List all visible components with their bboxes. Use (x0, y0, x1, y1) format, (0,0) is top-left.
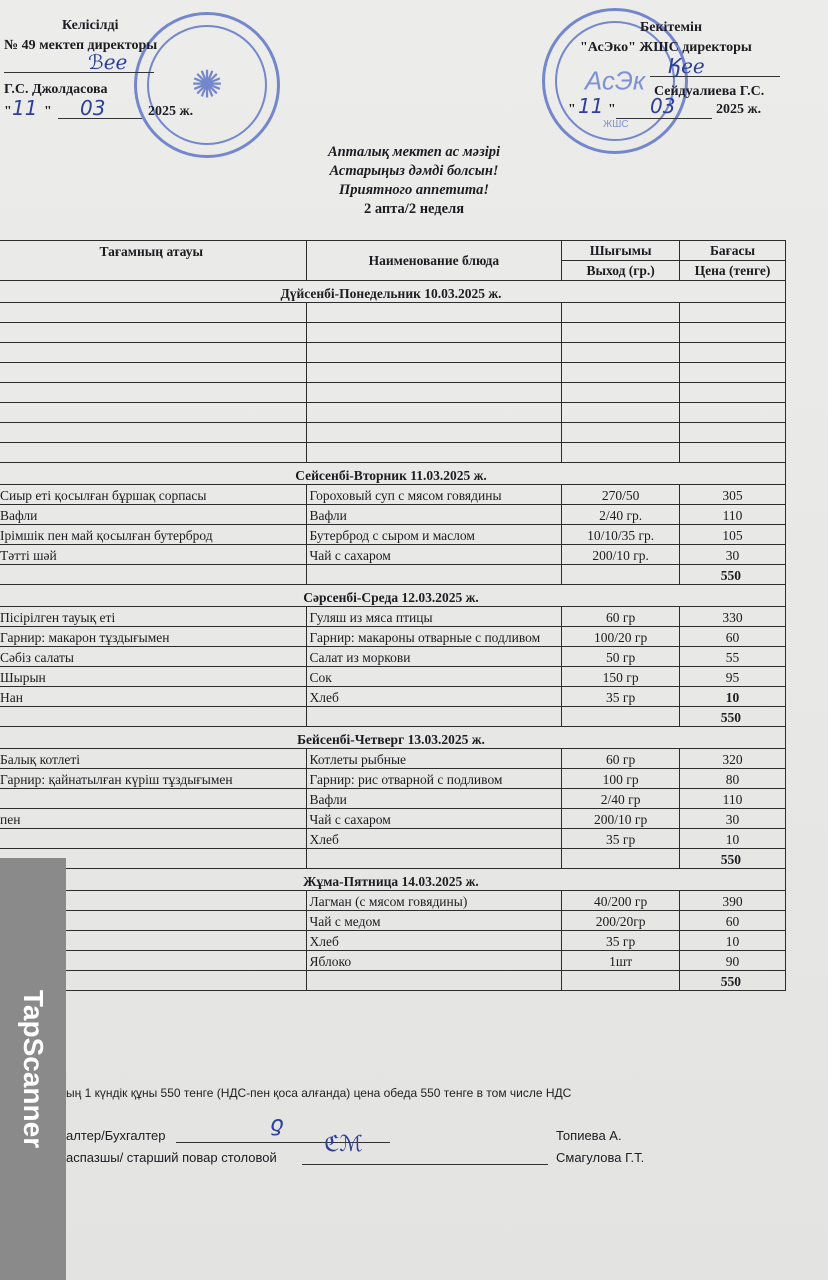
dish-name-rus: Хлеб (306, 931, 562, 951)
day-header-row (0, 281, 786, 303)
dish-name-kaz (0, 343, 306, 363)
dish-name-rus: Хлеб (306, 687, 562, 707)
day-title: Сейсенбі-Вторник 11.03.2025 ж. (0, 463, 786, 485)
dish-yield: 60 гр (562, 749, 680, 769)
dish-name-rus: Гороховый суп с мясом говядины (306, 485, 562, 505)
table-row (0, 403, 786, 423)
dish-name-kaz: Гарнир: макарон тұздығымен (0, 627, 306, 647)
dish-yield (562, 443, 680, 463)
dish-name-kaz: Сәбіз салаты (0, 647, 306, 667)
dish-price (680, 383, 786, 403)
col-header-price-kaz: Бағасы (680, 241, 786, 261)
dish-name-rus: Гарнир: макароны отварные с подливом (306, 627, 562, 647)
dish-yield: 35 гр (562, 829, 680, 849)
right-director-name: Сейдуалиева Г.С. (654, 84, 765, 99)
dish-price: 80 (680, 769, 786, 789)
left-date-quote2: " (44, 104, 52, 119)
dish-price: 60 (680, 627, 786, 647)
total-row (0, 971, 786, 991)
table-row (0, 749, 786, 769)
dish-price: 95 (680, 667, 786, 687)
total-empty-cell (562, 849, 680, 869)
day-header-row (0, 727, 786, 749)
company-director: "АсЭко" ЖШС директоры (580, 40, 752, 55)
cook-signature: ℭℳ (324, 1132, 363, 1157)
menu-body (0, 281, 786, 991)
dish-name-kaz: Вафли (0, 505, 306, 525)
table-row (0, 647, 786, 667)
col-header-price-rus: Цена (тенге) (680, 261, 786, 281)
right-date-quote2: " (608, 102, 616, 117)
table-row (0, 667, 786, 687)
dish-yield (562, 343, 680, 363)
dish-name-kaz: Пісірілген тауық еті (0, 607, 306, 627)
dish-name-kaz (0, 443, 306, 463)
dish-price: 390 (680, 891, 786, 911)
total-row (0, 707, 786, 727)
dish-yield (562, 403, 680, 423)
total-empty-cell (306, 565, 562, 585)
dish-price: 60 (680, 911, 786, 931)
left-director-name: Г.С. Джолдасова (4, 82, 108, 97)
dish-yield: 270/50 (562, 485, 680, 505)
day-total: 550 (680, 565, 786, 585)
dish-name-rus: Салат из моркови (306, 647, 562, 667)
left-date-day: 11 (12, 96, 38, 120)
total-empty-cell (562, 707, 680, 727)
table-row (0, 443, 786, 463)
table-row (0, 303, 786, 323)
day-header-row (0, 463, 786, 485)
dish-yield: 100/20 гр (562, 627, 680, 647)
dish-price (680, 343, 786, 363)
day-total: 550 (680, 971, 786, 991)
dish-name-rus: Чай с медом (306, 911, 562, 931)
approve-label: Бекітемін (640, 20, 703, 35)
col-header-yield-rus: Выход (гр.) (562, 261, 680, 281)
dish-yield: 35 гр (562, 931, 680, 951)
dish-yield: 200/10 гр. (562, 545, 680, 565)
scanner-watermark-bar (0, 858, 66, 1280)
dish-name-kaz (0, 789, 306, 809)
table-row (0, 363, 786, 383)
dish-name-kaz: Ірімшік пен май қосылған бутерброд (0, 525, 306, 545)
table-header-row (0, 241, 786, 261)
day-title: Сәрсенбі-Среда 12.03.2025 ж. (0, 585, 786, 607)
title-line-3: Приятного аппетита! (338, 182, 489, 198)
table-row (0, 769, 786, 789)
table-row (0, 545, 786, 565)
table-row (0, 343, 786, 363)
left-date-quote: " (4, 104, 12, 119)
dish-name-rus (306, 343, 562, 363)
day-header-row (0, 869, 786, 891)
dish-name-rus (306, 323, 562, 343)
dish-yield: 35 гр (562, 687, 680, 707)
total-empty-cell (562, 971, 680, 991)
table-row (0, 423, 786, 443)
cook-signature-line (302, 1164, 548, 1165)
signature-left: ℬℯℯ (88, 50, 128, 74)
dish-name-rus: Лагман (с мясом говядины) (306, 891, 562, 911)
dish-name-rus (306, 363, 562, 383)
day-total: 550 (680, 707, 786, 727)
dish-name-rus: Яблоко (306, 951, 562, 971)
day-title: Жұма-Пятница 14.03.2025 ж. (0, 869, 786, 891)
dish-name-rus: Бутерброд с сыром и маслом (306, 525, 562, 545)
col-header-rus: Наименование блюда (306, 241, 562, 281)
emblem-icon: ✺ (191, 64, 223, 107)
dish-name-kaz: Сиыр еті қосылған бұршақ сорпасы (0, 485, 306, 505)
dish-name-kaz (0, 303, 306, 323)
dish-name-rus (306, 303, 562, 323)
dish-yield: 2/40 гр (562, 789, 680, 809)
dish-name-kaz (0, 363, 306, 383)
dish-price (680, 303, 786, 323)
total-empty-cell (306, 707, 562, 727)
menu-table (0, 240, 786, 991)
left-date-month: 03 (80, 96, 106, 120)
dish-yield: 150 гр (562, 667, 680, 687)
dish-name-rus: Гуляш из мяса птицы (306, 607, 562, 627)
dish-name-kaz (0, 403, 306, 423)
table-row (0, 607, 786, 627)
dish-name-kaz: Нан (0, 687, 306, 707)
dish-name-kaz: пен (0, 809, 306, 829)
dish-name-rus: Котлеты рыбные (306, 749, 562, 769)
dish-name-kaz (0, 423, 306, 443)
accountant-name: Топиева А. (556, 1128, 622, 1143)
dish-price: 90 (680, 951, 786, 971)
dish-yield: 100 гр (562, 769, 680, 789)
table-row (0, 911, 786, 931)
dish-name-rus: Хлеб (306, 829, 562, 849)
table-row (0, 525, 786, 545)
dish-price: 305 (680, 485, 786, 505)
table-row (0, 485, 786, 505)
day-title: Дүйсенбі-Понедельник 10.03.2025 ж. (0, 281, 786, 303)
total-row (0, 849, 786, 869)
col-header-kaz: Тағамның атауы (0, 241, 306, 281)
scanner-watermark (17, 990, 49, 1148)
dish-yield: 2/40 гр. (562, 505, 680, 525)
table-row (0, 891, 786, 911)
accountant-signature: ƍ (270, 1112, 284, 1137)
total-empty-cell (0, 707, 306, 727)
col-header-yield-kaz: Шығымы (562, 241, 680, 261)
day-title: Бейсенбі-Четверг 13.03.2025 ж. (0, 727, 786, 749)
dish-price: 55 (680, 647, 786, 667)
dish-price (680, 423, 786, 443)
table-row (0, 687, 786, 707)
title-line-2: Астарыңыз дәмді болсын! (329, 163, 499, 179)
dish-yield: 200/10 гр (562, 809, 680, 829)
dish-name-rus (306, 423, 562, 443)
total-empty-cell (0, 565, 306, 585)
dish-yield (562, 303, 680, 323)
dish-yield (562, 323, 680, 343)
dish-name-rus: Чай с сахаром (306, 545, 562, 565)
table-row (0, 951, 786, 971)
table-row (0, 505, 786, 525)
dish-name-rus (306, 443, 562, 463)
title-line-4: 2 апта/2 неделя (363, 201, 465, 217)
left-date-year: 2025 ж. (148, 104, 194, 119)
dish-price (680, 403, 786, 423)
cook-label: аспазшы/ старший повар столовой (66, 1150, 277, 1165)
dish-name-rus: Вафли (306, 505, 562, 525)
dish-name-kaz (0, 383, 306, 403)
table-row (0, 383, 786, 403)
table-row (0, 789, 786, 809)
right-date-month: 03 (650, 94, 676, 118)
dish-yield (562, 423, 680, 443)
table-row (0, 627, 786, 647)
total-empty-cell (306, 849, 562, 869)
table-row (0, 323, 786, 343)
dish-price: 30 (680, 809, 786, 829)
dish-price: 330 (680, 607, 786, 627)
dish-name-kaz: Тәтті шәй (0, 545, 306, 565)
dish-name-rus (306, 403, 562, 423)
dish-yield: 1шт (562, 951, 680, 971)
dish-price: 10 (680, 829, 786, 849)
dish-price: 10 (680, 931, 786, 951)
dish-yield: 60 гр (562, 607, 680, 627)
table-row (0, 809, 786, 829)
right-date-day: 11 (578, 94, 604, 118)
dish-yield: 50 гр (562, 647, 680, 667)
total-row (0, 565, 786, 585)
dish-name-rus: Гарнир: рис отварной с подливом (306, 769, 562, 789)
cook-name: Смагулова Г.Т. (556, 1150, 645, 1165)
dish-name-rus (306, 383, 562, 403)
agreed-label: Келісілді (62, 18, 119, 33)
seal-text: АсЭк (584, 65, 646, 96)
right-date-year: 2025 ж. (716, 102, 762, 117)
dish-name-kaz: Гарнир: қайнатылған күріш тұздығымен (0, 769, 306, 789)
price-note: ың 1 күндік құны 550 тенге (НДС-пен қоса алғанда) цена обеда 550 тенге в том числе НДС (66, 1086, 572, 1100)
school-director: № 49 мектеп директоры (4, 38, 158, 53)
signature-line-left (4, 72, 154, 73)
dish-price: 105 (680, 525, 786, 545)
dish-name-kaz (0, 323, 306, 343)
total-empty-cell (306, 971, 562, 991)
dish-price: 110 (680, 789, 786, 809)
menu-titles (0, 143, 828, 219)
dish-price (680, 443, 786, 463)
dish-yield: 200/20гр (562, 911, 680, 931)
dish-price: 30 (680, 545, 786, 565)
day-header-row (0, 585, 786, 607)
title-line-1: Апталық мектеп ас мәзірі (327, 144, 501, 160)
dish-name-kaz: Балық котлеті (0, 749, 306, 769)
dish-price: 320 (680, 749, 786, 769)
dish-name-rus: Вафли (306, 789, 562, 809)
total-empty-cell (562, 565, 680, 585)
watermark-brand: TapScanner (18, 989, 49, 1149)
dish-price: 110 (680, 505, 786, 525)
dish-name-rus: Чай с сахаром (306, 809, 562, 829)
day-total: 550 (680, 849, 786, 869)
seal-small-text: ЖШС (603, 119, 629, 130)
dish-price: 10 (680, 687, 786, 707)
dish-name-kaz: Шырын (0, 667, 306, 687)
accountant-label: алтер/Бухгалтер (66, 1128, 166, 1143)
dish-price (680, 363, 786, 383)
right-date-line (616, 118, 712, 119)
dish-name-rus: Сок (306, 667, 562, 687)
signature-right: Ӄℯℯ (668, 54, 705, 78)
dish-yield (562, 363, 680, 383)
dish-yield: 10/10/35 гр. (562, 525, 680, 545)
dish-yield (562, 383, 680, 403)
left-round-seal (134, 12, 280, 158)
dish-yield: 40/200 гр (562, 891, 680, 911)
dish-name-kaz (0, 829, 306, 849)
dish-price (680, 323, 786, 343)
table-row (0, 829, 786, 849)
table-row (0, 931, 786, 951)
right-date-quote: " (568, 102, 576, 117)
